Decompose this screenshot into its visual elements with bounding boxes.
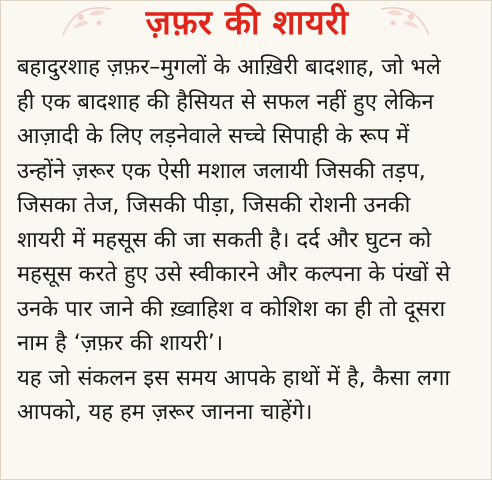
- poetry-introduction: [17, 51, 479, 431]
- text-line: आपको, यह हम ज़रूर जानना चाहेंगे।: [17, 400, 313, 425]
- text-line: बहादुरशाह ज़फ़र–मुगलों के आख़िरी बादशाह, जो भले: [17, 55, 441, 80]
- text-line: नाम है ‘ज़फ़र की शायरी’।: [17, 331, 224, 356]
- text-line: शायरी में महसूस की जा सकती है। दर्द और घुटन को: [17, 227, 432, 253]
- text-line: महसूस करते हुए उसे स्वीकारने और कल्पना के पंखों से: [17, 262, 451, 287]
- paragraph-2: [17, 362, 479, 431]
- text-line: आज़ादी के लिए लड़नेवाले सच्चे सिपाही के रूप में: [17, 124, 410, 149]
- text-line: उन्होंने ज़रूर एक ऐसी मशाल जलायी जिसकी तड़प,: [17, 158, 426, 184]
- paragraph-1: [17, 51, 479, 362]
- text-line: यह जो संकलन इस समय आपके हाथों में है, कैसा लगा: [17, 365, 451, 391]
- text-line: ही एक बादशाह की हैसियत से सफल नहीं हुए लेकिन: [17, 89, 434, 115]
- text-line: जिसका तेज, जिसकी पीड़ा, जिसकी रोशनी उनकी: [17, 193, 411, 218]
- page-title: ज़फ़र की शायरी: [145, 3, 349, 43]
- text-line: उनके पार जाने की ख़्वाहिश व कोशिश का ही तो दूसरा: [17, 296, 446, 322]
